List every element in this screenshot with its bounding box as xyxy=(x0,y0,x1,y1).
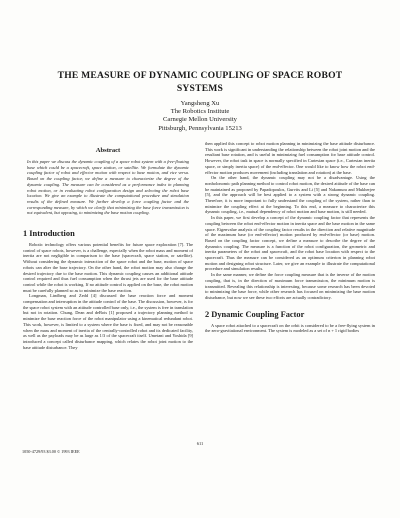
copyright-footer: 1050-4729/93 $3.00 © 1993 IEEE xyxy=(22,449,80,454)
affiliation-institute: The Robotics Institute xyxy=(170,108,230,116)
right-paragraph-3: In this paper, we first develop a concept of the dynamic coupling factor that represents the coupling between the robot end-effector motion in inertia space and the base motion in the same space. Eigenvalue analysis of the coupling factor results in the direction and relative magnitude of the maximum base (or end-effector) motion produced by end-effector (or base) motion. Based on the coupling factor concept, we define a measure to describe the degree of the dynamics coupling. The measure is a function of the robot configuration, the geometric and inertia parameters of the robot and spacecraft, and the robot base location with respect to the spacecraft. Thus the measure can be considered as an optimum criterion in planning robot motion and designing robot structure. Later, we give an example to illustrate the computational procedure and simulation results. xyxy=(205,215,375,272)
affiliation-address: Pittsburgh, Pennsylvania 15213 xyxy=(158,124,242,132)
intro-paragraph-2: Longman, Lindberg and Zedd [4] discussed the base reaction force and moment compensation and interruption in the attitude control of the base. The discussion, however, is for the space robot system with an attitude controlled base only, i.e., the system is free in translation but not in rotation. Chung, Dean and deBois [1] proposed a trajectory planning method to minimize the base reaction force of the robot manipulator using a kinematical redundant robot. This work, however, is limited to a system where the base is fixed, and may not be reasonable when the mass and moment of inertia of the centrally-controlled robot and its dedicated facility, as well as the payloads may be as large as 1/3 of the spacecraft itself. Umetani and Yoshida [9] introduced a concept called disturbance mapping, which relates the robot joint motion to the base attitude disturbance. They xyxy=(23,293,193,350)
abstract-text: In this paper we discuss the dynamic coupling of a space robot system with a free-floating base which could be a spacecraft, space station, or satellite. We formulate the dynamic coupling factor of robot and effector motion with respect to base motion, and vice versa. Based on the coupling factor, we define a measure to characterize the degree of the dynamic coupling. The measure can be considered as a performance index in planning robot motion, or in evaluating robot configuration design and selecting the robot base location. We give an example to illustrate the computational procedure and simulation results of the defined measure. We further develop a force coupling factor and the corresponding measure, by which we clarify that minimizing the base force transmission is not equivalent, but opposing, to minimizing the base motion coupling. xyxy=(27,159,189,216)
right-column xyxy=(205,141,375,334)
right-paragraph-2: On the other hand, the dynamic coupling may not be a disadvantage. Using the nonholonomic path planning method to control robot motion, the desired attitude of the base can be maintained as proposed by Papadopoulos, Gurvits and Li [5] and Nakamura and Mukherjee [5], and the approach will be best applied to a system with a strong dynamic coupling. Therefore, it is more important to fully understand the coupling of the system, rather than to minimize the coupling effect at the beginning. To this end, a measure to characterize this dynamic coupling, i.e., mutual dependency of robot motion and base motion, is still needed. xyxy=(205,175,375,215)
affiliation-university: Carnegie Mellon University xyxy=(163,116,237,124)
title-line-1: THE MEASURE OF DYNAMIC COUPLING OF SPACE ROBOT xyxy=(57,70,343,81)
author-block xyxy=(100,100,300,133)
page-number: 611 xyxy=(196,441,204,446)
introduction-heading: 1 Introduction xyxy=(23,229,75,239)
right-paragraph-4: In the same manner, we define the force coupling measure that is the inverse of the motion coupling, that is, in the direction of maximum force transmission, the minimum motion is transmitted. Revealing this relationship is interesting, because some research has been devoted to minimizing the base force, while other research has focused on minimizing the base motion disturbance, but now we see these two efforts are actually contradictory. xyxy=(205,272,375,300)
abstract-heading: Abstract xyxy=(95,147,121,154)
intro-paragraph-1: Robotic technology offers various potential benefits for future space exploration [7]. The control of space robots, however, is a challenge, especially when the robot mass and moment of inertia are not negligible in comparison to the base (spacecraft, space station, or satellite). Without considering the dynamic interaction of the space robot and the base, motion of space robots can alter the base trajectory. On the other hand, the robot motion may also change the desired trajectory due to the base motion. This dynamic coupling causes an additional attitude control required and thus fuel consumption when the thrust jets are used for the base attitude control while the robot is working. If no attitude control is applied on the base, the robot motion must be carefully planned so as to minimize the base reaction. xyxy=(23,242,193,293)
paper-title xyxy=(20,70,380,95)
section-2-paragraph-1: A space robot attached to a spacecraft on the orbit is considered to be a free-flying system in the zero-gravitational environment. The system is modeled as a set of n + 1 rigid bodies xyxy=(205,322,375,334)
author-name: Yangsheng Xu xyxy=(180,100,220,107)
section-2-heading: 2 Dynamic Coupling Factor xyxy=(205,309,305,319)
left-column xyxy=(23,146,193,350)
right-paragraph-1: then applied this concept to robot motion planning in minimizing the base attitude disturbance. This work is significant in understanding the relationship between the robot joint motion and the resultant base rotation, and is useful in minimizing fuel consumption for base attitude control. However, the robot task in space is normally specified in Cartesian space (i.e., Cartesian inertia space, or simply inertia space) of the end-effector. One would like to know how the robot end-effector motion produces movement (including translation and rotation) at the base. xyxy=(205,141,375,175)
title-line-2: SYSTEMS xyxy=(176,82,224,94)
